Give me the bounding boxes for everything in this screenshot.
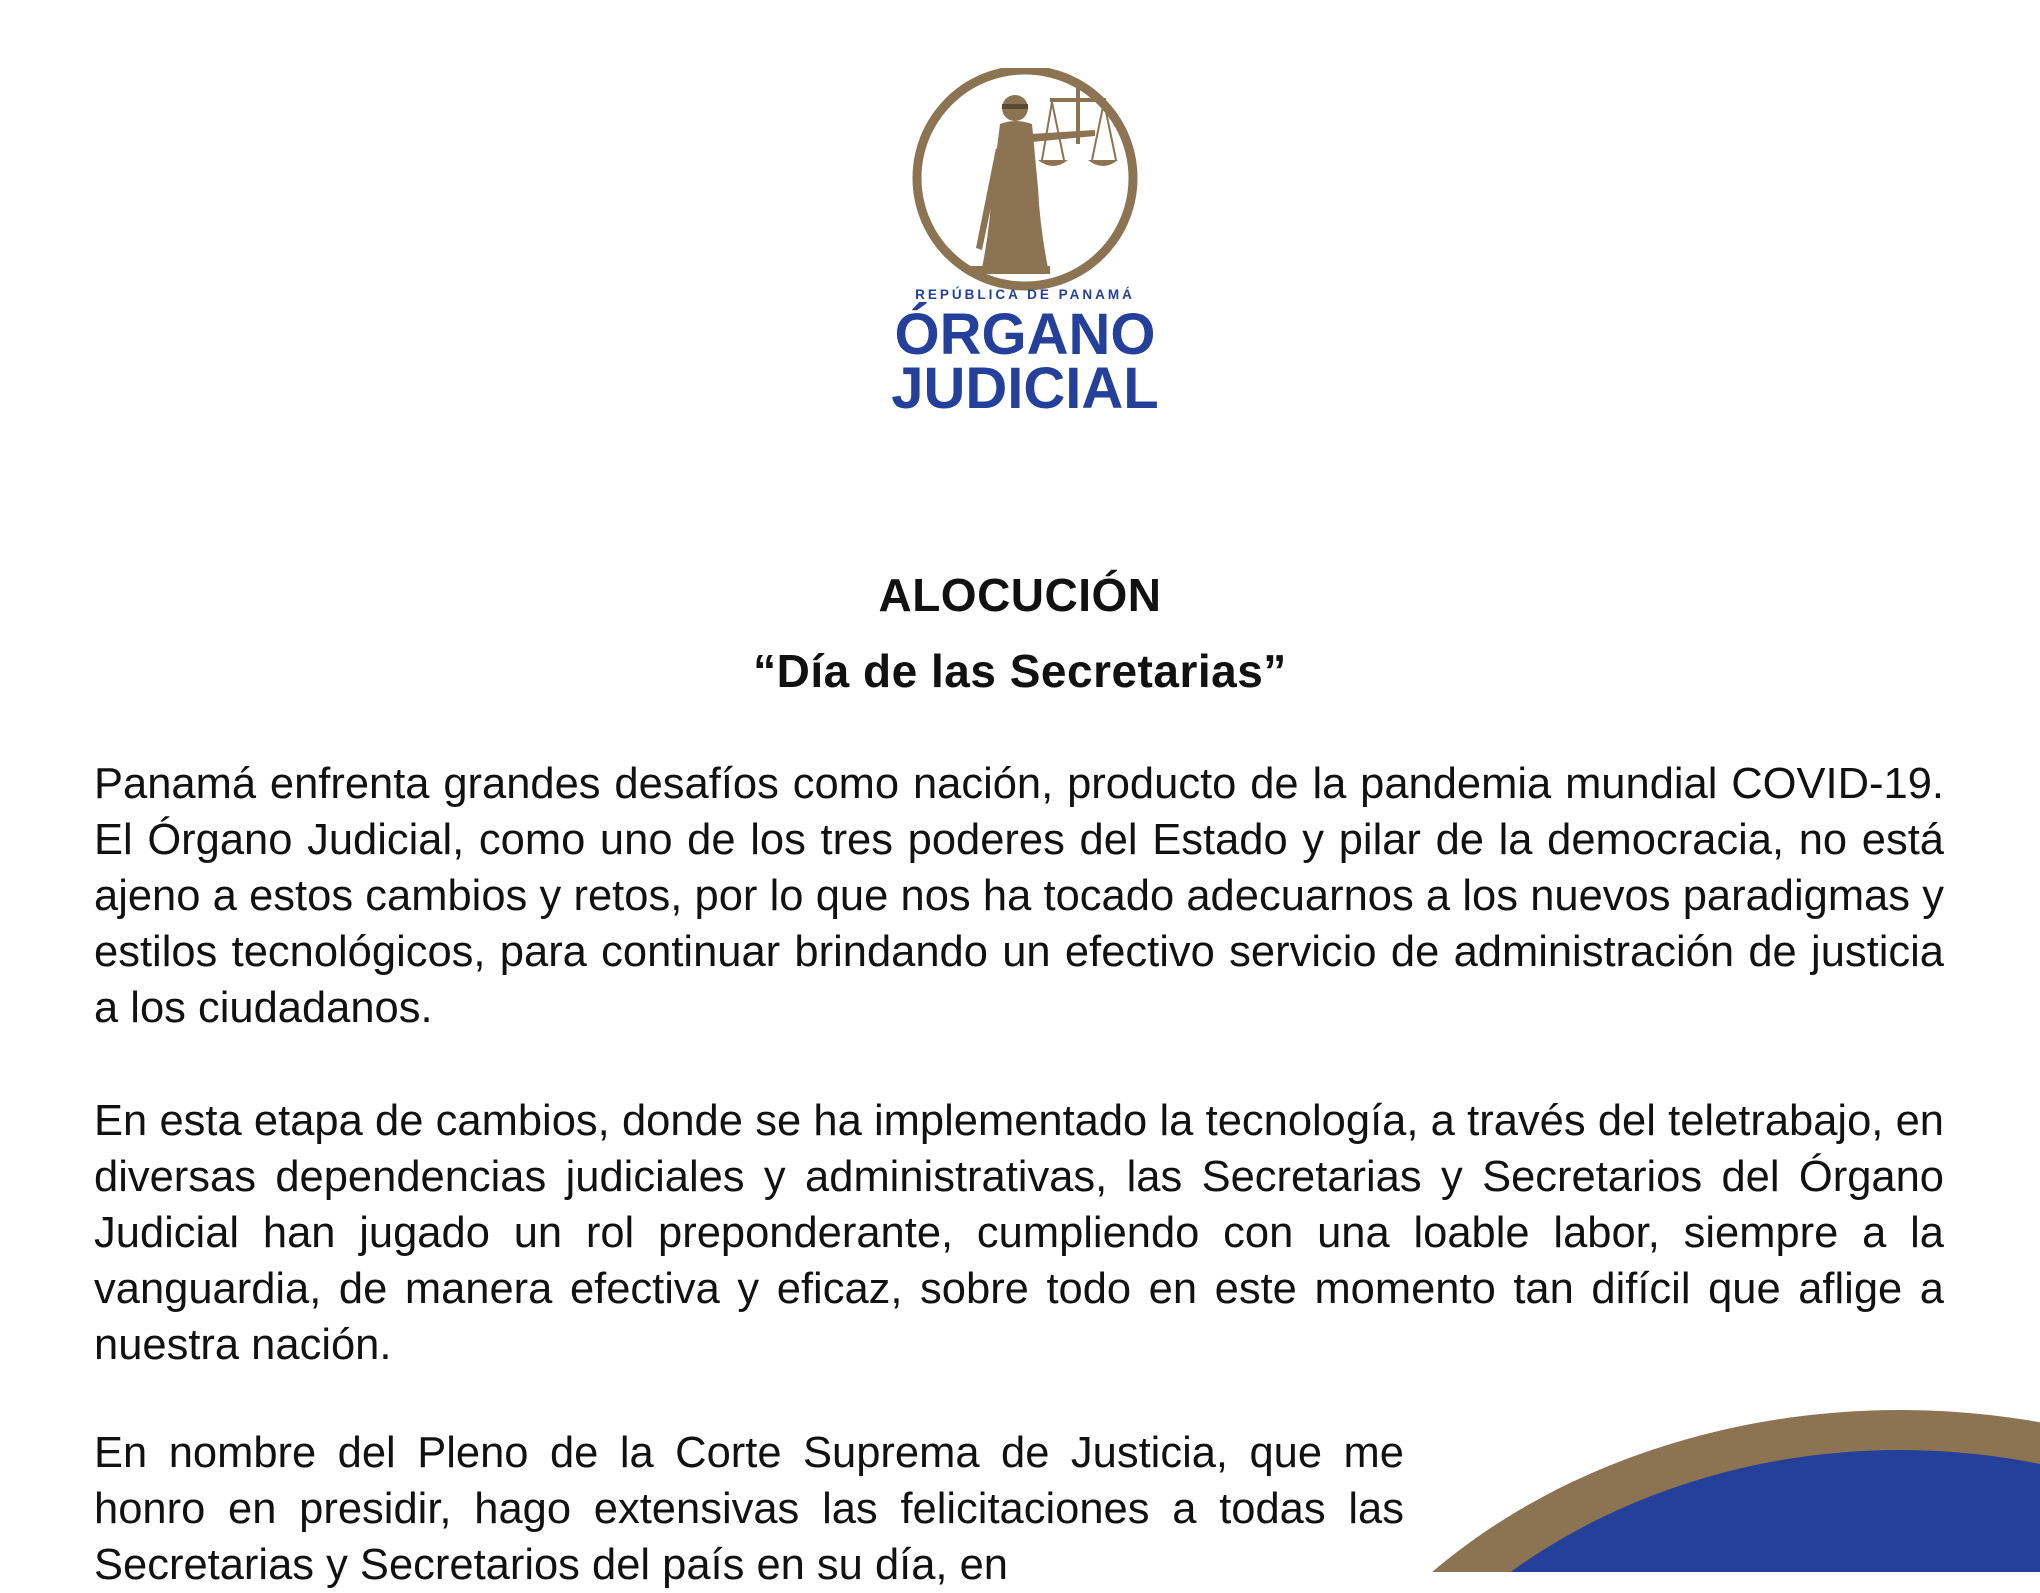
document-subtitle: “Día de las Secretarias”: [753, 645, 1287, 697]
decorative-arcs: [1200, 1400, 2040, 1572]
body-paragraph-1: Panamá enfrenta grandes desafíos como nación, producto de la pandemia mundial COVID-19. El Órgano Judicial, como uno de los tres poderes del Estado y pilar de la democracia, no está ajeno a estos cambios y retos, por lo que nos ha tocado adecuarnos a los nuevos paradigmas y estilos tecnológicos, para continuar brindando un efectivo servicio de administración de justicia a los ciudadanos.: [94, 760, 1944, 1032]
logo-line1-text: ÓRGANO: [894, 302, 1156, 367]
lady-justice-icon: [880, 68, 1170, 418]
logo-country-text: REPÚBLICA DE PANAMÁ: [915, 287, 1135, 302]
logo-line2-text: JUDICIAL: [891, 356, 1159, 418]
document-title: ALOCUCIÓN: [878, 569, 1162, 621]
body-paragraph-2: En esta etapa de cambios, donde se ha implementado la tecnología, a través del teletrabajo, en diversas dependencias judiciales y administrativas, las Secretarias y Secretarios del Órgano Judicial han jugado un rol preponderante, cumpliendo con una loable labor, siempre a la vanguardia, de manera efectiva y eficaz, sobre todo en este momento tan difícil que aflige a nuestra nación.: [94, 1097, 1944, 1369]
organo-judicial-logo: [880, 68, 1170, 418]
body-paragraph-3: En nombre del Pleno de la Corte Suprema de Justicia, que me honro en presidir, hago extensivas las felicitaciones a todas las Secretarias y Secretarios del país en su día, en: [94, 1429, 1404, 1589]
